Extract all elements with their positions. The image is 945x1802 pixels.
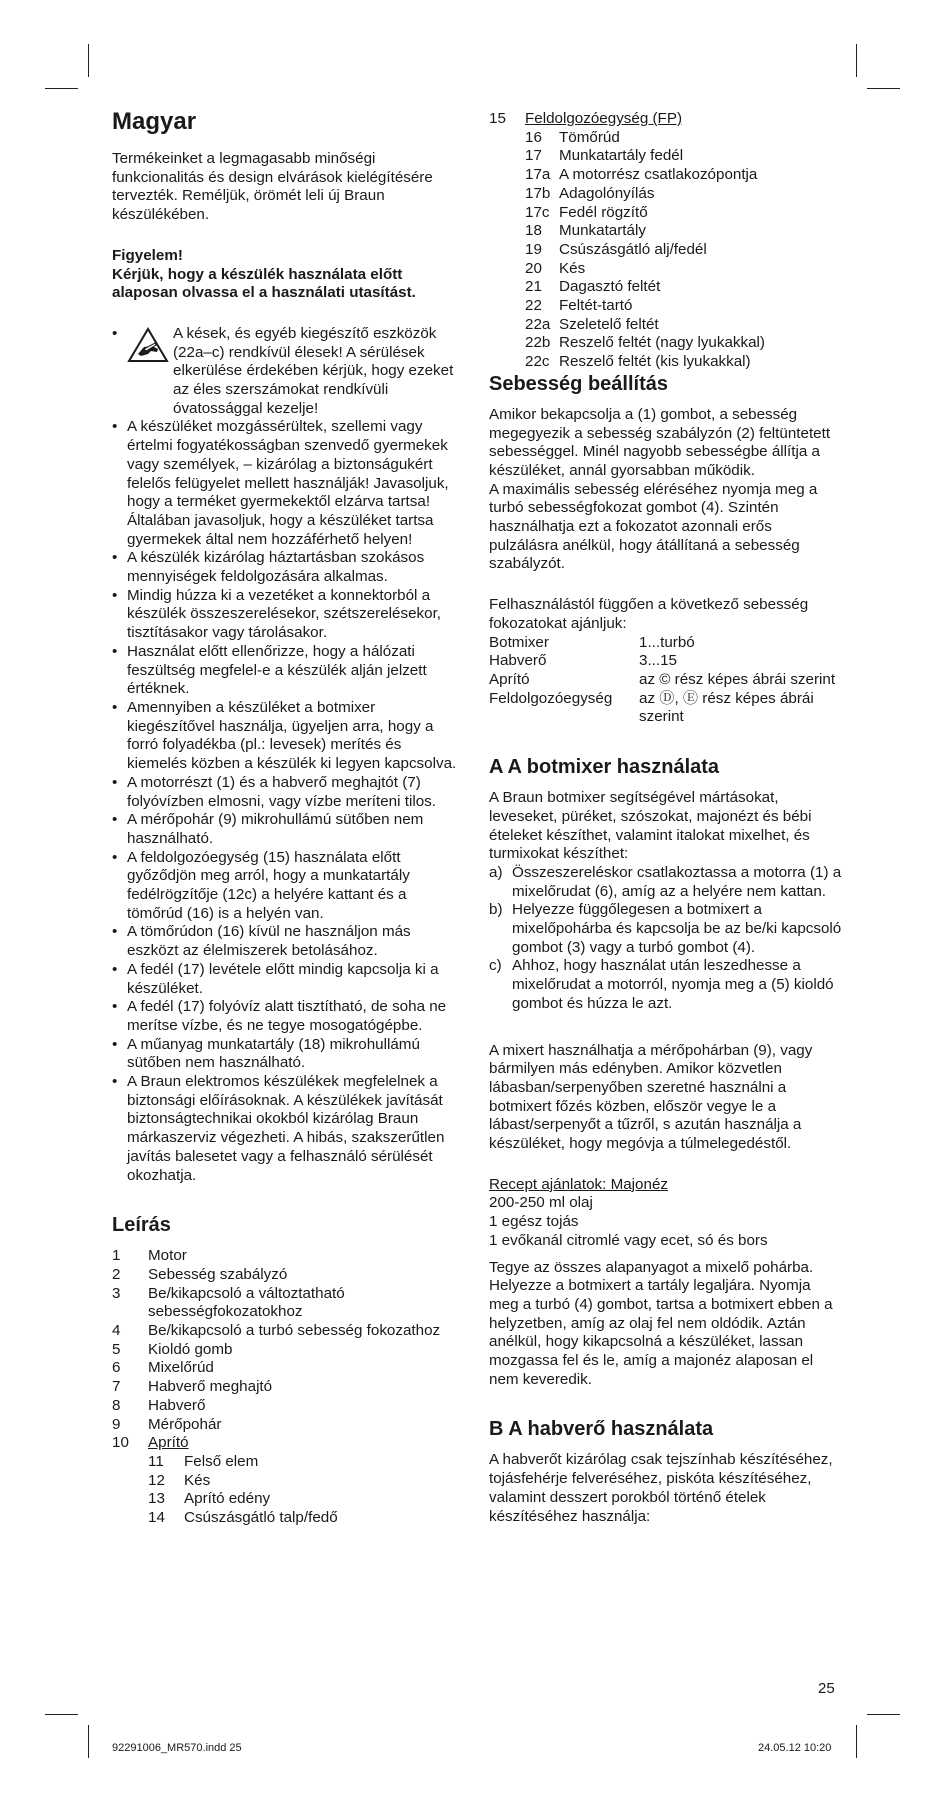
- list-item: [525, 166, 844, 185]
- list-item: [112, 1378, 462, 1397]
- item-label: Habverő: [148, 1396, 206, 1414]
- safety-bullet: • A tömőrúdon (16) kívül ne használjon más eszközt az élelmiszerek betolásához.: [112, 923, 462, 960]
- section-a-steps: [489, 864, 844, 1014]
- crop-mark: [45, 88, 78, 89]
- item-label: Kioldó gomb: [148, 1340, 233, 1358]
- list-item: [525, 353, 844, 372]
- list-item: [112, 1247, 462, 1266]
- item-label: Csúszásgátló talp/fedő: [184, 1509, 338, 1527]
- list-item: [489, 864, 844, 901]
- footer-date: 24.05.12 10:20: [758, 1742, 832, 1754]
- item-label: Tömőrúd: [559, 128, 620, 146]
- parts-list: [112, 1247, 462, 1434]
- safety-list: [112, 325, 462, 419]
- list-item: [148, 1490, 462, 1509]
- list-item: [489, 901, 844, 957]
- safety-bullet: • Használat előtt ellenőrizze, hogy a hálózati feszültség megfelel-e a készülék alján jelzett értéknek.: [112, 643, 462, 699]
- list-item: [112, 1359, 462, 1378]
- speed-paragraph: Felhasználástól függően a következő sebesség fokozatokat ajánljuk:: [489, 596, 809, 632]
- speed-heading: Sebesség beállítás: [489, 372, 668, 395]
- crop-mark: [45, 1714, 78, 1715]
- description-heading: Leírás: [112, 1214, 171, 1237]
- item-number: 4: [112, 1322, 121, 1340]
- item-label: Sebesség szabályzó: [148, 1265, 288, 1283]
- table-row: [489, 690, 844, 727]
- item-label: Motor: [148, 1247, 187, 1265]
- crop-mark: [88, 44, 89, 77]
- section-a-heading: A A botmixer használata: [489, 756, 720, 779]
- item-label: A motorrész csatlakozópontja: [559, 166, 758, 184]
- item-number: 3: [112, 1284, 121, 1302]
- speed-attachment: Aprító: [489, 670, 530, 688]
- item-number: 19: [525, 240, 542, 258]
- list-item: [525, 278, 844, 297]
- crop-mark: [856, 1725, 857, 1758]
- list-item: [489, 957, 844, 1013]
- item-label: Aprító edény: [184, 1490, 271, 1508]
- item-number: 17: [525, 147, 542, 165]
- table-row: [489, 634, 844, 653]
- footer-file: 92291006_MR570.indd 25: [112, 1742, 242, 1754]
- item-number: 22b: [525, 334, 551, 352]
- item-label: Reszelő feltét (nagy lyukakkal): [559, 334, 765, 352]
- speed-value: 3...15: [639, 652, 677, 670]
- item-label: Munkatartály fedél: [559, 147, 684, 165]
- page-title: Magyar: [112, 108, 197, 135]
- list-item: [112, 1285, 462, 1322]
- safety-bullet: • A mérőpohár (9) mikrohullámú sütőben nem használható.: [112, 811, 462, 848]
- speed-paragraph: A maximális sebesség eléréséhez nyomja meg a turbó sebességfokozat gombot (4). Szintén használhatja ezt a fokozatot azonnali erős pulzálásra anélkül, hogy átállítaná a sebesség szabályzót.: [489, 480, 818, 573]
- step-text: Helyezze függőlegesen a botmixert a mixelőpohárba és kapcsolja be az be/ki kapcsoló gombot (3) vagy a turbó gombot (4).: [512, 901, 842, 956]
- safety-bullet: • A motorrészt (1) és a habverő meghajtót (7) folyóvízben elmosni, vagy vízbe meríteni tilos.: [112, 774, 462, 811]
- list-item: [112, 1416, 462, 1435]
- crop-mark: [856, 44, 857, 77]
- item-number: 20: [525, 259, 542, 277]
- crop-mark: [88, 1725, 89, 1758]
- item-number: 5: [112, 1340, 121, 1358]
- item-label: Mérőpohár: [148, 1415, 222, 1433]
- item-number: 14: [148, 1509, 165, 1527]
- chopper-list: [112, 1434, 462, 1453]
- speed-value: az Ⓓ, Ⓔ rész képes ábrái szerint: [639, 689, 814, 726]
- recipe-heading: Recept ajánlatok: Majonéz: [489, 1175, 668, 1193]
- item-label: Reszelő feltét (kis lyukakkal): [559, 353, 751, 371]
- list-item: [148, 1509, 462, 1528]
- list-item: [525, 222, 844, 241]
- hand-warning-icon: [127, 325, 173, 419]
- attention-heading: Figyelem!: [112, 246, 183, 264]
- item-label: Feltét-tartó: [559, 297, 633, 315]
- list-item: [148, 1453, 462, 1472]
- right-column: [489, 110, 844, 1526]
- safety-bullet: • A fedél (17) levétele előtt mindig kapcsolja ki a készüléket.: [112, 961, 462, 998]
- list-item: [112, 1397, 462, 1416]
- step-text: Ahhoz, hogy használat után leszedhesse a mixelőrudat a motorról, nyomja meg a (5) kioldó gombot és húzza le azt.: [512, 957, 834, 1012]
- safety-warning-item: [112, 325, 462, 419]
- crop-mark: [867, 1714, 900, 1715]
- speed-attachment: Feldolgozóegység: [489, 689, 613, 707]
- recipe-ingredients: [489, 1194, 844, 1250]
- fp-parts-list: [489, 129, 844, 372]
- item-label: Munkatartály: [559, 222, 646, 240]
- safety-bullet: • Mindig húzza ki a vezetéket a konnektorból a készülék összeszerelésekor, szétszerelésekor, tisztításakor vagy tárolásakor.: [112, 587, 462, 643]
- warning-text: • A kések, és egyéb kiegészítő eszközök (22a–c) rendkívül élesek! A sérülések elkerülése érdekében kérjük, hogy ezeket az éles szerszámokat rendkívüli óvatossággal kezelje!: [173, 324, 454, 417]
- item-number: 6: [112, 1359, 121, 1377]
- speed-table: [489, 634, 844, 728]
- item-number: 8: [112, 1396, 121, 1414]
- safety-bullet: • A feldolgozóegység (15) használata előtt győződjön meg arról, hogy a munkatartály fedélrögzítője (12c) a helyére kattant és a tömőrúd (16) is a helyén van.: [112, 849, 462, 924]
- speed-value: az © rész képes ábrái szerint: [639, 670, 836, 688]
- speed-value: 1...turbó: [639, 633, 695, 651]
- safety-bullet: • A készülék kizárólag háztartásban szokásos mennyiségek feldolgozására alkalmas.: [112, 549, 462, 586]
- item-label: Habverő meghajtó: [148, 1378, 273, 1396]
- section-b-heading: B A habverő használata: [489, 1418, 714, 1441]
- item-label: Kés: [184, 1471, 211, 1489]
- speed-attachment: Botmixer: [489, 633, 549, 651]
- list-item: [112, 1266, 462, 1285]
- recipe-ingredient: 200-250 ml olaj: [489, 1194, 593, 1212]
- list-item: 10 Aprító: [112, 1434, 189, 1452]
- list-item: [525, 241, 844, 260]
- step-letter: c): [489, 957, 502, 975]
- recipe-text: Tegye az összes alapanyagot a mixelő pohárba. Helyezze a botmixert a tartály legaljára. Nyomja meg a turbó (4) gombot, tartsa a botmixert ebben a helyzetben, amíg az olaj fel nem oldódik. Aztán anélkül, hogy kikapcsolná a készüléket, lassan mozgassa fel és le, amíg a majonéz alaposan el nem keveredik.: [489, 1258, 833, 1388]
- item-number: 21: [525, 278, 542, 296]
- safety-bullet: • A fedél (17) folyóvíz alatt tisztítható, de soha ne merítse vízbe, és ne tegye mosogatógépbe.: [112, 998, 462, 1035]
- left-column: [112, 106, 462, 1528]
- section-a-paragraph: A Braun botmixer segítségével mártásokat, leveseket, püréket, szószokat, majonézt és bébi ételeket készíthet, valamint italokat mixelhet, és turmixokat készíthet:: [489, 789, 812, 863]
- item-label: Szeletelő feltét: [559, 315, 659, 333]
- recipe-ingredient: 1 evőkanál citromlé vagy ecet, só és bors: [489, 1231, 768, 1249]
- item-label: Adagolónyílás: [559, 184, 655, 202]
- list-item: 15 Feldolgozóegység (FP): [489, 110, 683, 127]
- list-item: [525, 147, 844, 166]
- item-number: 17c: [525, 203, 550, 221]
- item-label: Fedél rögzítő: [559, 203, 648, 221]
- step-letter: a): [489, 863, 503, 881]
- item-label: Be/kikapcsoló a változtatható sebességfokozatokhoz: [148, 1284, 345, 1321]
- step-text: Összeszereléskor csatlakoztassa a motorra (1) a mixelőrudat (6), amíg az a helyére nem kattan.: [512, 863, 842, 900]
- item-number: 17b: [525, 184, 551, 202]
- safety-bullets: [112, 418, 462, 1185]
- speed-paragraph: Amikor bekapcsolja a (1) gombot, a sebesség megegyezik a sebesség szabályzón (2) feltüntetett sebességgel. Minél nagyobb sebességbe állítja a készüléket, annál gyorsabban működik.: [489, 405, 831, 479]
- item-number: 11: [148, 1453, 164, 1470]
- item-number: 1: [112, 1247, 121, 1265]
- item-label: Csúszásgátló alj/fedél: [559, 240, 707, 258]
- list-item: [525, 204, 844, 223]
- safety-bullet: • A készüléket mozgássérültek, szellemi vagy értelmi fogyatékosságban szenvedő gyermekek vagy személyek, – kizárólag a biztonságukért felelős felügyelet mellett használják! Javasoljuk, hogy a terméket gyermekektől elzárva tartsa! Általában javasoljuk, hogy a készüléket tartsa gyermekek által nem hozzáférhető helyen!: [112, 418, 462, 549]
- item-number: 13: [148, 1490, 165, 1508]
- list-item: [112, 1341, 462, 1360]
- item-number: 17a: [525, 166, 551, 184]
- item-label: Be/kikapcsoló a turbó sebesség fokozathoz: [148, 1322, 441, 1340]
- list-item: [525, 185, 844, 204]
- item-number: 2: [112, 1265, 121, 1283]
- section-a-paragraph: A mixert használhatja a mérőpohárban (9), vagy bármilyen más edényben. Amikor közvetlen lábasban/serpenyőben szeretné használni a botmixert főzés közben, először vegye le a lábast/serpenyőt a tűzről, s azután használja a készüléket, hogy megóvja a túlmelegedéstől.: [489, 1041, 813, 1153]
- speed-attachment: Habverő: [489, 652, 547, 670]
- attention-text: Kérjük, hogy a készülék használata előtt alaposan olvassa el a használati utasítást.: [112, 265, 416, 302]
- item-number: 18: [525, 222, 542, 240]
- list-item: [525, 297, 844, 316]
- item-number: 16: [525, 128, 542, 146]
- fp-list: [489, 110, 844, 129]
- section-b-paragraph: A habverőt kizárólag csak tejszínhab készítéséhez, tojásfehérje felveréséhez, piskóta készítéséhez, valamint desszert porokból történő ételek készítéséhez használja:: [489, 1451, 833, 1525]
- list-item: [525, 129, 844, 148]
- list-item: [525, 260, 844, 279]
- item-number: 22c: [525, 353, 550, 371]
- step-letter: b): [489, 901, 503, 919]
- item-number: 22a: [525, 315, 551, 333]
- list-item: [525, 334, 844, 353]
- safety-bullet: • A műanyag munkatartály (18) mikrohullámú sütőben nem használható.: [112, 1036, 462, 1073]
- item-label: Felső elem: [184, 1453, 259, 1470]
- list-item: [525, 316, 844, 335]
- item-label: Kés: [559, 259, 586, 277]
- item-label: Dagasztó feltét: [559, 278, 661, 296]
- table-row: [489, 671, 844, 690]
- safety-bullet: • Amennyiben a készüléket a botmixer kiegészítővel használja, ügyeljen arra, hogy a forró folyadékba (pl.: levesek) merítés és kiemelés közben a készülék ki legyen kapcsolva.: [112, 699, 462, 774]
- recipe-ingredient: 1 egész tojás: [489, 1213, 579, 1231]
- item-number: 9: [112, 1415, 121, 1433]
- intro-paragraph: Termékeinket a legmagasabb minőségi funkcionalitás és design elvárások kielégítésére tervezték. Reméljük, örömét leli új Braun készülékében.: [112, 150, 433, 224]
- safety-bullet: • A Braun elektromos készülékek megfelelnek a biztonsági előírásoknak. A készülékek javítását biztonságtechnikai okokból kizárólag Braun márkaszerviz végezheti. A hibás, szakszerűtlen javítás balesetet vagy a felhasználó sérülését okozhatja.: [112, 1073, 462, 1185]
- item-number: 7: [112, 1378, 121, 1396]
- crop-mark: [867, 88, 900, 89]
- item-number: 12: [148, 1471, 165, 1489]
- table-row: [489, 652, 844, 671]
- item-number: 22: [525, 297, 542, 315]
- chopper-parts-list: [112, 1453, 462, 1528]
- list-item: [148, 1472, 462, 1491]
- item-label: Mixelőrúd: [148, 1359, 214, 1377]
- list-item: [112, 1322, 462, 1341]
- page-number: 25: [818, 1680, 835, 1697]
